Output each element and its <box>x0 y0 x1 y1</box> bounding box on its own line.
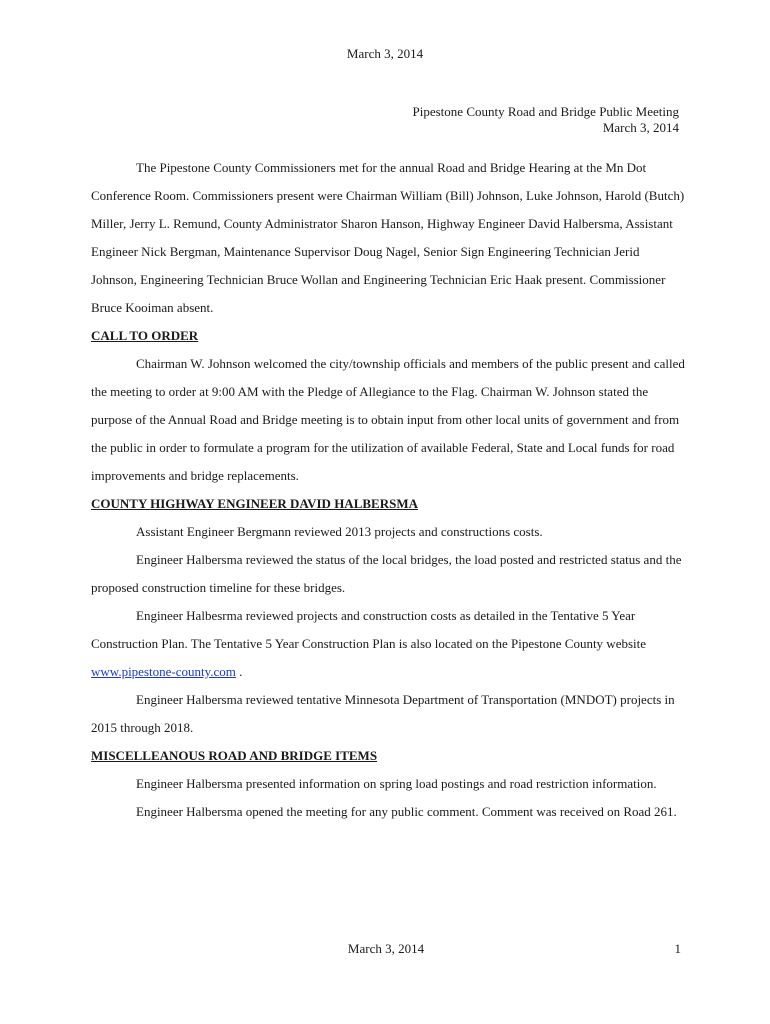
page-footer <box>91 941 681 957</box>
intro-paragraph: The Pipestone County Commissioners met for the annual Road and Bridge Hearing at the Mn Dot Conference Room. Commissioners present were Chairman William (Bill) Johnson, Luke Johnson, Harold (Butch) Miller, Jerry L. Remund, County Administrator Sharon Hanson, Highway Engineer David Halbersma, Assistant Engineer Nick Bergman, Maintenance Supervisor Doug Nagel, Senior Sign Engineering Technician Jerid Johnson, Engineering Technician Bruce Wollan and Engineering Technician Eric Haak present. Commissioner Bruce Kooiman absent. <box>91 160 685 315</box>
footer-date: March 3, 2014 <box>347 941 425 956</box>
meeting-title-block <box>413 104 679 136</box>
engineer-paragraph-3-text: Engineer Halbesrma reviewed projects and construction costs as detailed in the Tentative 5 Year Construction Plan. The Tentative 5 Year Construction Plan is also located on the Pipestone County website <box>91 608 647 651</box>
meeting-title: Pipestone County Road and Bridge Public Meeting <box>412 104 679 119</box>
page-number: 1 <box>674 941 681 956</box>
engineer-paragraph-3 <box>91 602 687 686</box>
engineer-paragraph-3-end: . <box>235 664 243 679</box>
county-website-link[interactable]: www.pipestone-county.com <box>91 664 236 679</box>
meeting-date: March 3, 2014 <box>602 120 679 135</box>
header-date: March 3, 2014 <box>346 46 424 61</box>
misc-heading: MISCELLEANOUS ROAD AND BRIDGE ITEMS <box>91 748 378 763</box>
county-engineer-heading: COUNTY HIGHWAY ENGINEER DAVID HALBERSMA <box>91 496 418 511</box>
call-to-order-paragraph: Chairman W. Johnson welcomed the city/township officials and members of the public present and called the meeting to order at 9:00 AM with the Pledge of Allegiance to the Flag. Chairman W. Johnson stated the purpose of the Annual Road and Bridge meeting is to obtain input from other local units of government and from the public in order to formulate a program for the utilization of available Federal, State and Local funds for road improvements and bridge replacements. <box>91 356 685 483</box>
engineer-paragraph-4: Engineer Halbersma reviewed tentative Minnesota Department of Transportation (MNDOT) projects in 2015 through 2018. <box>91 692 675 735</box>
misc-paragraph-2: Engineer Halbersma opened the meeting for any public comment. Comment was received on Road 261. <box>136 804 677 819</box>
engineer-paragraph-2: Engineer Halbersma reviewed the status of the local bridges, the load posted and restricted status and the proposed construction timeline for these bridges. <box>91 552 682 595</box>
misc-paragraph-1: Engineer Halbersma presented information on spring load postings and road restriction information. <box>136 776 657 791</box>
call-to-order-heading: CALL TO ORDER <box>91 328 199 343</box>
document-body <box>91 154 687 826</box>
engineer-paragraph-1: Assistant Engineer Bergmann reviewed 2013 projects and constructions costs. <box>136 524 543 539</box>
